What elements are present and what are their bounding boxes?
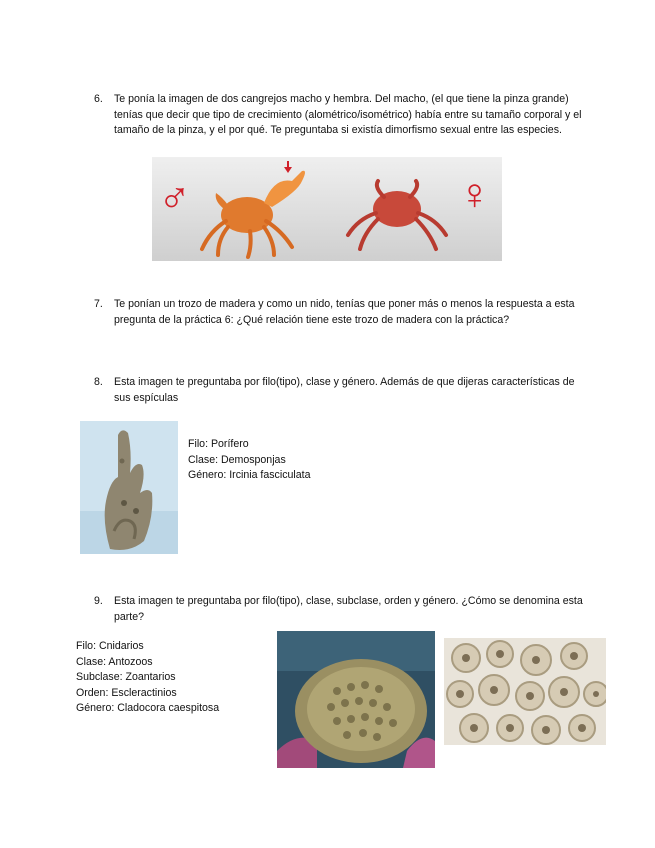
answer-line: Género: Cladocora caespitosa (76, 702, 220, 714)
answer-line: Clase: Demosponjas (188, 453, 286, 466)
sponge-image (80, 421, 178, 554)
question-8 (94, 375, 584, 406)
answer-line: Filo: Porífero (188, 438, 249, 450)
question-number: 7. (94, 298, 103, 310)
answer-line: Orden: Escleractinios (76, 686, 177, 699)
crab-image (152, 157, 502, 261)
coral-polyps-image (444, 638, 606, 745)
question-text: Te ponían un trozo de madera y como un nido, tenías que poner más o menos la respuesta a esta pregunta de la práctica 6: ¿Qué relación tiene este trozo de madera con la práctica? (114, 298, 575, 326)
question-number: 8. (94, 376, 103, 388)
answer-line: Clase: Antozoos (76, 655, 153, 668)
question-text: Esta imagen te preguntaba por filo(tipo), clase y género. Además de que dijeras características de sus espículas (114, 376, 575, 404)
sponge-answers (188, 437, 310, 484)
coral-colony-image (277, 631, 435, 768)
question-text: Esta imagen te preguntaba por filo(tipo), clase, subclase, orden y género. ¿Cómo se denomina esta parte? (114, 595, 583, 623)
female-symbol: ♀ (458, 170, 491, 219)
answer-line: Género: Ircinia fasciculata (188, 469, 311, 481)
answer-line: Filo: Cnidarios (76, 640, 144, 652)
question-number: 9. (94, 595, 103, 607)
question-9 (94, 594, 584, 625)
question-6 (94, 92, 584, 139)
question-number: 6. (94, 93, 103, 105)
male-symbol: ♂ (158, 172, 191, 221)
coral-answers (76, 639, 219, 717)
question-7 (94, 297, 584, 328)
answer-line: Subclase: Zoantarios (76, 671, 176, 683)
question-text: Te ponía la imagen de dos cangrejos macho y hembra. Del macho, (el que tiene la pinza grande) tenías que decir que tipo de crecimiento (alométrico/isométrico) había entre su tamaño corporal y el tamaño de la pinza, y el por qué. Te preguntaba si existía dimorfismo sexual entre las especies. (114, 93, 582, 136)
